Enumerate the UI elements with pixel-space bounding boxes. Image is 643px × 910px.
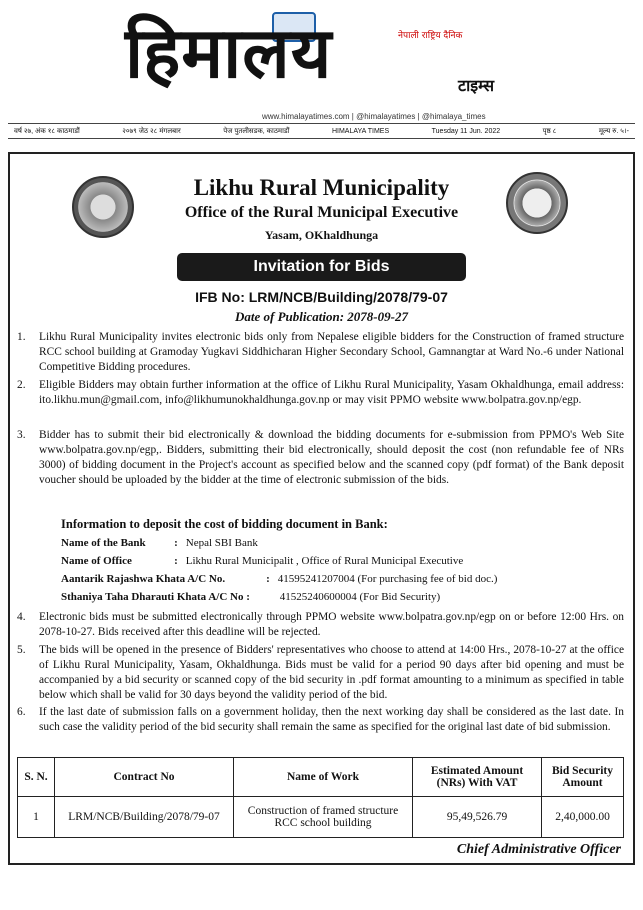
publication-date: Date of Publication: 2078-09-27 <box>235 309 408 324</box>
bank-row-value: 41525240600004 (For Bid Security) <box>279 591 441 603</box>
dateline-paper: HIMALAYA TIMES <box>331 127 390 135</box>
bank-row-label: Sthaniya Taha Dharauti Khata A/C No : <box>61 591 250 603</box>
item-text: Likhu Rural Municipality invites electronic bids only from Nepalese eligible bidders for the Construction of framed structure RCC school building at Gramoday Yugkavi Siddhicharan Higher Secondary School, Gamnangtar at Ward No.-6 under National Competitive Bidding procedures. <box>39 331 624 373</box>
bank-row: Aantarik Rajashwa Khata A/C No. : 41595241207004 (For purchasing fee of bid doc.) <box>61 573 498 585</box>
notice-banner: Invitation for Bids <box>177 253 466 281</box>
dateline-page: पृष्ठ ८ <box>542 127 557 135</box>
header-name-of-work: Name of Work <box>234 758 413 797</box>
item-number: 5. <box>17 644 26 656</box>
item-number: 3. <box>17 429 26 441</box>
bank-row: Name of the Bank : Nepal SBI Bank <box>61 537 258 549</box>
bank-row-value: 41595241207004 (For purchasing fee of bid doc.) <box>277 573 498 585</box>
bid-table <box>17 757 624 838</box>
bank-row-label: Aantarik Rajashwa Khata A/C No. <box>61 573 226 585</box>
bank-row <box>61 591 440 603</box>
item-number: 6. <box>17 706 26 718</box>
notice-item-4 <box>17 610 624 640</box>
cell-contract-no: LRM/NCB/Building/2078/79-07 <box>55 797 234 838</box>
dateline-date-en: Tuesday 11 Jun. 2022 <box>431 127 501 135</box>
signature-title: Chief Administrative Officer <box>456 842 621 857</box>
notice-office: Office of the Rural Municipal Executive <box>184 204 459 221</box>
masthead-web-line: www.himalayatimes.com | @himalayatimes | @himalaya_times <box>262 112 486 121</box>
item-text: Eligible Bidders may obtain further information at the office of Likhu Rural Municipality, Yasam Okhaldhunga, email address: ito.likhu.mun@gmail.com, info@likhumunokhaldhunga.gov.np or may visit PPMO website www.bolpatra.gov.np/egp. <box>39 379 624 406</box>
item-number: 1. <box>17 331 26 343</box>
notice-item-3 <box>17 428 624 488</box>
item-number: 4. <box>17 611 26 623</box>
dateline <box>8 123 635 139</box>
item-text: Electronic bids must be submitted electronically through PPMO website www.bolpatra.gov.np/egp on or before 12:00 Hrs. on 2078-10-27. Bids received after this deadline will be rejected. <box>39 611 624 638</box>
table-row <box>18 797 624 838</box>
notice-address: Yasam, OKhaldhunga <box>264 228 379 242</box>
masthead-tagline: नेपाली राष्ट्रिय दैनिक <box>398 31 463 41</box>
item-text: The bids will be opened in the presence of Bidders' representatives who choose to attend at 14:00 Hrs., 2078-10-27 at the office of Likhu Rural Municipality, Yasam, Okhaldhunga. Bids must be valid for a period 90 days after bid opening and must be accompanied by a bid security or scanned copy of the bid security in .pdf format amounting to a minimum as specified in table below which shall be valid for 30 days beyond the validity period of the bid. <box>39 644 624 701</box>
dateline-address: पेज पुतलीसडक, काठमाडौं <box>223 127 290 135</box>
masthead-logo: हिमालय <box>125 11 333 94</box>
header-bid-security: Bid Security Amount <box>542 758 624 797</box>
bank-row-value: Nepal SBI Bank <box>185 537 258 549</box>
dateline-issue: वर्ष २७, अंक १८ काठमाडौं <box>14 127 80 135</box>
notice-item-5 <box>17 643 624 703</box>
notice-item-1 <box>17 330 624 375</box>
header-sn: S. N. <box>18 758 55 797</box>
dateline-price: मूल्य रु. ५।- <box>598 127 629 135</box>
bank-row-value: Likhu Rural Municipalit , Office of Rural Municipal Executive <box>185 555 464 567</box>
header-contract-no: Contract No <box>55 758 234 797</box>
table-header-row <box>18 758 624 797</box>
bank-row-label: Name of the Bank <box>61 537 146 549</box>
dateline-date-np: २०७९ जेठ २८ मंगलबार <box>122 127 181 135</box>
cell-bid-security: 2,40,000.00 <box>542 797 624 838</box>
item-number: 2. <box>17 379 26 391</box>
masthead <box>0 0 643 130</box>
bank-row-label: Name of Office <box>61 555 132 567</box>
header-estimated-amount: Estimated Amount (NRs) With VAT <box>413 758 542 797</box>
cell-sn: 1 <box>18 797 55 838</box>
item-text: Bidder has to submit their bid electronically & download the bidding documents for e-submission from PPMO's Web Site www.bolpatra.gov.np/egp,. Bidders, submitting their bid electronically, should deposit the cost (non refundable fee of NRs 3000) of bidding document in the Project's account as specified below and the scanned copy (pdf format) of the Bank deposit voucher should be uploaded by the bidder at the time of electronic submission of the bids. <box>39 429 624 486</box>
notice-item-2 <box>17 378 624 408</box>
notice-org: Likhu Rural Municipality <box>193 175 450 200</box>
cell-name-of-work: Construction of framed structure RCC school building <box>234 797 413 838</box>
ifb-number: IFB No: LRM/NCB/Building/2078/79-07 <box>195 289 448 305</box>
item-text: If the last date of submission falls on a government holiday, then the next working day shall be considered as the last date. In such case the validity period of the bid security shall remain the same as specified for the original last date of bid submission. <box>39 706 624 733</box>
notice-item-6 <box>17 705 624 735</box>
bank-row: Name of Office : Likhu Rural Municipalit , Office of Rural Municipal Executive <box>61 555 464 567</box>
cell-estimated-amount: 95,49,526.79 <box>413 797 542 838</box>
bank-info-heading: Information to deposit the cost of bidding document in Bank: <box>61 517 388 531</box>
masthead-times: टाइम्स <box>458 76 495 95</box>
